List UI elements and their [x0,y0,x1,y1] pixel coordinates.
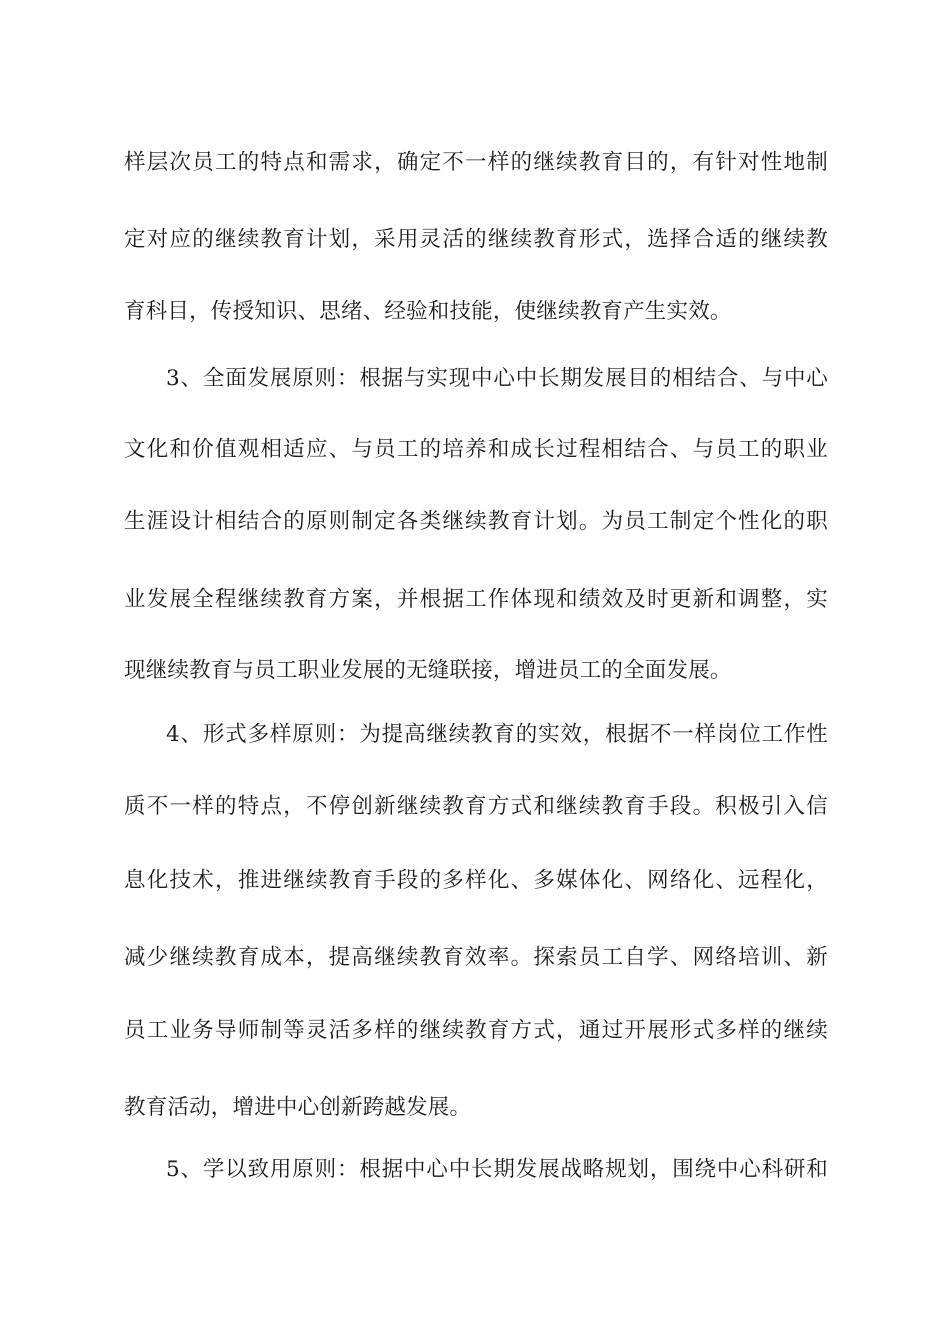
paragraph-line: 定对应的继续教育计划，采用灵活的继续教育形式，选择合适的继续教 [124,227,828,252]
paragraph-line: 4、形式多样原则：为提高继续教育的实效，根据不一样岗位工作性 [166,722,828,747]
paragraph-line: 3、全面发展原则：根据与实现中心中长期发展目的相结合、与中心 [166,366,828,391]
paragraph-line: 员工业务导师制等灵活多样的继续教育方式，通过开展形式多样的继续 [124,1018,828,1043]
paragraph-line: 5、学以致用原则：根据中心中长期发展战略规划，围绕中心科研和 [166,1157,828,1182]
paragraph-line: 息化技术，推进继续教育手段的多样化、多媒体化、网络化、远程化， [124,868,828,893]
paragraph-line: 减少继续教育成本，提高继续教育效率。探索员工自学、网络培训、新 [124,945,828,970]
paragraph-line: 业发展全程继续教育方案，并根据工作体现和绩效及时更新和调整，实 [124,587,828,612]
paragraph-line: 现继续教育与员工职业发展的无缝联接，增进员工的全面发展。 [124,658,732,683]
paragraph-line: 教育活动，增进中心创新跨越发展。 [124,1095,472,1120]
paragraph-line: 生涯设计相结合的原则制定各类继续教育计划。为员工制定个性化的职 [124,509,828,534]
paragraph-line: 文化和价值观相适应、与员工的培养和成长过程相结合、与员工的职业 [124,437,828,462]
paragraph-line: 育科目，传授知识、思绪、经验和技能，使继续教育产生实效。 [124,299,732,324]
paragraph-line: 样层次员工的特点和需求，确定不一样的继续教育目的，有针对性地制 [124,150,828,175]
paragraph-line: 质不一样的特点，不停创新继续教育方式和继续教育手段。积极引入信 [124,794,828,819]
